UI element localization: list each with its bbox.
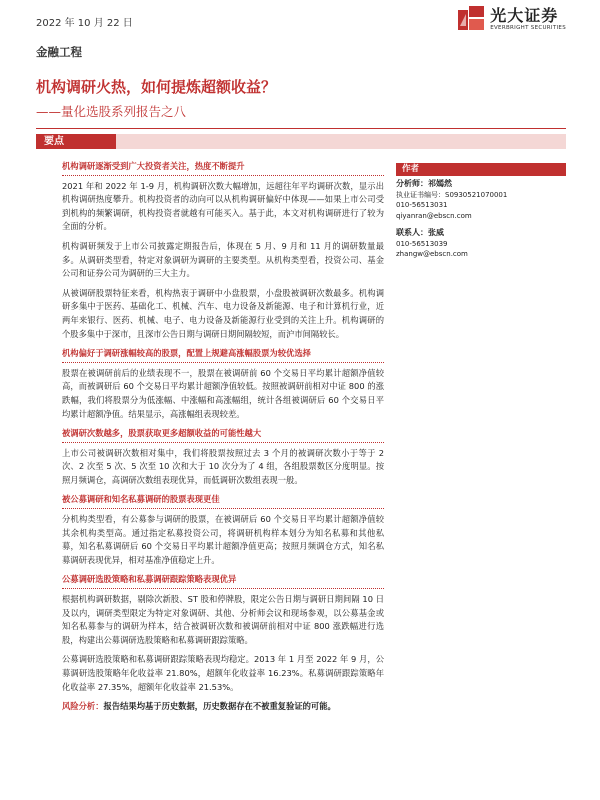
section-1 xyxy=(62,160,384,341)
analyst-phone: 010-56513031 xyxy=(396,201,448,209)
report-subtitle: ——量化选股系列报告之八 xyxy=(36,104,187,119)
everbright-logo-icon xyxy=(458,6,484,32)
risk-label: 风险分析： xyxy=(62,701,104,712)
report-title: 机构调研火热，如何提炼超额收益？ xyxy=(36,78,277,96)
authors-panel xyxy=(396,163,566,260)
analyst-name: 分析师：祁嫣然 xyxy=(396,179,452,188)
section-heading: 被公募调研和知名私募调研的股票表现更佳 xyxy=(62,493,384,509)
contact-phone: 010-56513039 xyxy=(396,239,448,248)
logo-chinese-name: 光大证券 xyxy=(490,6,559,25)
contact-email[interactable]: zhangw@ebscn.com xyxy=(396,250,468,258)
logo-english-name: EVERBRIGHT SECURITIES xyxy=(490,25,566,31)
section-4 xyxy=(62,493,384,567)
paragraph: 根据机构调研数据，剔除次新股、ST 股和停牌股，限定公告日期与调研日期间隔 10 日及以内，调研类型限定为特定对象调研、其他、分析师会议和现场参观，以公募基金或知名私募参与的调研为样本，结合被调研次数和被调研前相对中证 800 涨跌幅进行选股，构建出公募调研选股策略和私募调研跟踪策略。 xyxy=(62,594,384,645)
section-heading: 机构偏好于调研涨幅较高的股票，配置上规避高涨幅股票为较优选择 xyxy=(62,347,384,363)
section-heading: 公募调研选股策略和私募调研跟踪策略表现优异 xyxy=(62,573,384,589)
contact-name: 联系人：张威 xyxy=(396,228,444,237)
analyst-cert: 执业证书编号：S0930521070001 xyxy=(396,190,508,199)
paragraph: 公募调研选股策略和私募调研跟踪策略表现均稳定。2013 年 1 月至 2022 年 9 月，公募调研选股策略年化收益率 21.80%，超额年化收益率 16.23%。私募调研跟踪策略年化收益率 27.35%，超额年化收益率 21.53%。 xyxy=(62,654,384,692)
section-5 xyxy=(62,573,384,694)
company-logo xyxy=(458,6,566,32)
report-date: 2022 年 10 月 22 日 xyxy=(36,18,133,29)
risk-analysis xyxy=(62,700,384,714)
paragraph: 股票在被调研前后的业绩表现不一，股票在被调研前 60 个交易日平均累计超额净值较高，而被调研后 60 个交易日平均累计超额净值较低。按照被调研前相对中证 800 的涨跌幅，我们将股票分为低涨幅、中涨幅和高涨幅组，统计各组被调研后 60 个交易日平均累计超额净值。结果显示，高涨幅组表现较差。 xyxy=(62,367,384,419)
paragraph: 2021 年和 2022 年 1-9 月，机构调研次数大幅增加，远超往年平均调研次数，显示出机构调研热度攀升。机构投资者的动向可以从机构调研偏好中体现——如果上市公司受到机构的频繁调研，机构投资者就越有可能买入。基于此，本文对机构调研进行了较为全面的分析。 xyxy=(62,180,384,232)
paragraph: 从被调研股票特征来看，机构热衷于调研中小盘股票，小盘股被调研次数最多。机构调研多集中于医药、基础化工、机械、汽车、电力设备及新能源、电子和计算机行业，近两年来银行、医药、机械、电子、电力设备及新能源行业受到的关注上升。机构调研的个股多集中于深市，且深市公告日期与调研日期间隔较短，而沪市间隔较长。 xyxy=(62,287,384,339)
section-heading: 机构调研逐渐受到广大投资者关注，热度不断提升 xyxy=(62,160,384,176)
paragraph: 上市公司被调研次数相对集中，我们将股票按照过去 3 个月的被调研次数小于等于 2 次、2 次至 5 次、5 次至 10 次和大于 10 次分为了 4 组，各组股票数区分度明显。按照月频调仓，高调研次数组表现优异，而低调研次数组表现一般。 xyxy=(62,447,384,485)
section-2 xyxy=(62,347,384,421)
title-divider xyxy=(36,128,566,129)
summary-label: 要点 xyxy=(36,134,116,149)
summary-band xyxy=(36,134,566,149)
section-heading: 被调研次数越多，股票获取更多超额收益的可能性越大 xyxy=(62,427,384,443)
risk-text: 报告结果均基于历史数据，历史数据存在不被重复验证的可能。 xyxy=(103,701,336,712)
main-content xyxy=(62,160,384,714)
analyst-email[interactable]: qiyanran@ebscn.com xyxy=(396,211,472,220)
section-3 xyxy=(62,427,384,487)
paragraph: 机构调研频发于上市公司披露定期报告后，体现在 5 月、9 月和 11 月的调研数量最多。从调研类型看，特定对象调研为调研的主要类型。从机构类型看，投资公司、基金公司和证券公司为调研的三大主力。 xyxy=(62,240,384,279)
authors-heading: 作者 xyxy=(396,163,566,176)
paragraph: 分机构类型看，有公募参与调研的股票，在被调研后 60 个交易日平均累计超额净值较其余机构类型高。通过指定私募投资公司，将调研机构样本划分为知名私募和其他私募，知名私募调研后 60 个交易日平均累计超额净值更高；按照月频调仓方式，知名私募调研表现优异，相对基准净值稳定上升。 xyxy=(62,514,384,565)
report-category: 金融工程 xyxy=(36,45,82,59)
